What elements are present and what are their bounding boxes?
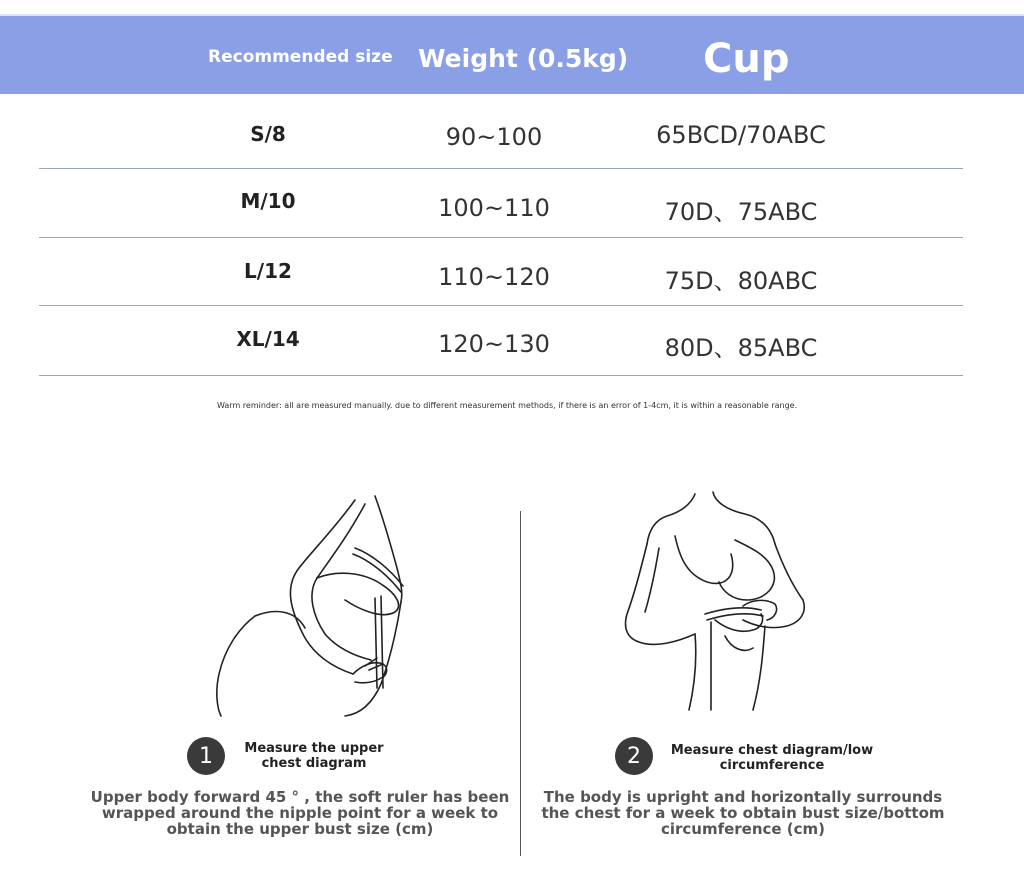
row-cup: 65BCD/70ABC — [656, 121, 826, 149]
row-size: L/12 — [244, 259, 292, 283]
header-cup: Cup — [703, 36, 790, 82]
step-title: Measure chest diagram/low circumference — [670, 743, 874, 773]
under-bust-illustration — [615, 488, 815, 718]
row-size: M/10 — [240, 189, 296, 213]
step-description: The body is upright and horizontally surrounds the chest for a week to obtain bust size/bottom circumference (cm) — [541, 788, 945, 838]
warm-reminder: Warm reminder: all are measured manually. due to different measurement methods, if there is an error of 1-4cm, it is within a reasonable range. — [217, 401, 798, 410]
row-weight: 100~110 — [438, 194, 550, 222]
table-row — [0, 306, 1024, 376]
table-row — [0, 238, 1024, 308]
step-title: Measure the upper chest diagram — [244, 741, 384, 771]
row-size: XL/14 — [236, 327, 300, 351]
step-number-badge: 2 — [615, 737, 653, 775]
row-divider — [39, 375, 963, 376]
row-weight: 110~120 — [438, 263, 550, 291]
row-cup: 75D、80ABC — [664, 267, 818, 295]
table-row — [0, 169, 1024, 239]
table-header — [0, 16, 1024, 94]
table-row — [0, 94, 1024, 164]
row-cup: 80D、85ABC — [664, 334, 818, 362]
step-description: Upper body forward 45 ° , the soft ruler has been wrapped around the nipple point for a week to obtain the upper bust size (cm) — [90, 788, 510, 838]
row-weight: 120~130 — [438, 330, 550, 358]
step-number-badge: 1 — [187, 737, 225, 775]
header-size: Recommended size — [208, 47, 393, 67]
row-cup: 70D、75ABC — [664, 198, 818, 226]
row-size: S/8 — [250, 122, 286, 146]
header-weight: Weight (0.5kg) — [418, 44, 629, 73]
upper-chest-illustration — [205, 488, 425, 718]
row-weight: 90~100 — [445, 123, 543, 151]
vertical-divider — [520, 511, 521, 856]
